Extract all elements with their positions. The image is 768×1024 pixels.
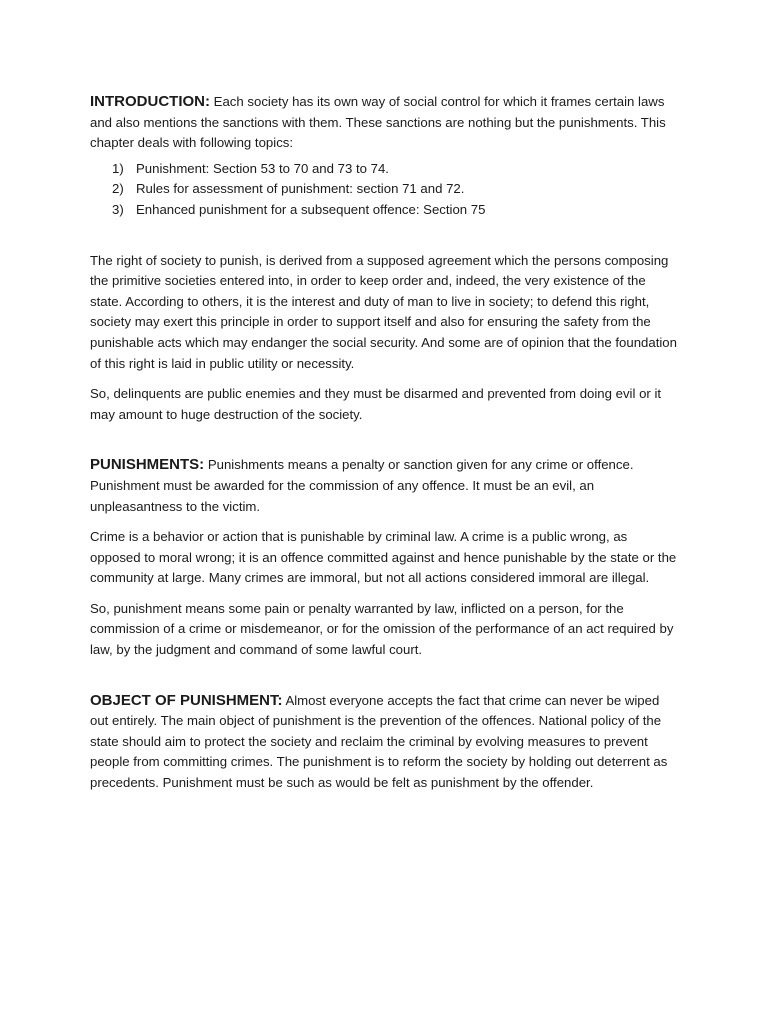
list-item-number: 2): [112, 181, 124, 197]
document-content: [90, 92, 680, 794]
introduction-paragraph: [90, 92, 680, 154]
topics-list: [90, 159, 680, 221]
right-to-punish-paragraph: The right of society to punish, is derived from a supposed agreement which the persons composing the primitive societies entered into, in order to keep order and, indeed, the very existence of the state. According to others, it is the interest and duty of man to live in society; to defend this right, society may exert this principle in order to support itself and also for ensuring the safety from the punishable acts which may endanger the social security. And some are of opinion that the foundation of this right is laid in public utility or necessity.: [90, 252, 677, 371]
introduction-heading: INTRODUCTION:: [90, 93, 210, 110]
delinquents-paragraph: So, delinquents are public enemies and they must be disarmed and prevented from doing evil or it may amount to huge destruction of the society.: [90, 386, 662, 422]
object-text: Almost everyone accepts the fact that crime can never be wiped out entirely. The main object of punishment is the prevention of the offences. National policy of the state should aim to protect the society and reclaim the criminal by evolving measures to prevent people from committing crimes. The punishment is to reform the society by holding out deterrent as precedents. Punishment must be such as would be felt as punishment by the offender.: [90, 692, 668, 791]
punishments-heading: PUNISHMENTS:: [90, 456, 205, 474]
list-item-number: 3): [112, 201, 124, 217]
list-item: [90, 159, 680, 180]
list-item-number: 1): [112, 160, 124, 176]
crime-definition-paragraph: Crime is a behavior or action that is punishable by criminal law. A crime is a public wrong, as opposed to moral wrong; it is an offence committed against and hence punishable by the state or the community at large. Many crimes are immoral, but not all actions considered immoral are illegal.: [90, 529, 677, 586]
punishments-text: Punishments means a penalty or sanction given for any crime or offence. Punishment must be awarded for the commission of any offence. It must be an evil, an unpleasantness to the victim.: [90, 457, 634, 514]
object-heading: OBJECT OF PUNISHMENT:: [90, 691, 283, 709]
list-item-text: Punishment: Section 53 to 70 and 73 to 74.: [136, 160, 389, 176]
introduction-text: Each society has its own way of social control for which it frames certain laws and also mentions the sanctions with them. These sanctions are nothing but the punishments. This chapter deals with following topics:: [90, 94, 666, 151]
list-item: [90, 200, 680, 221]
list-item-text: Enhanced punishment for a subsequent offence: Section 75: [136, 201, 486, 217]
list-item: [90, 179, 680, 200]
punishment-meaning-paragraph: So, punishment means some pain or penalty warranted by law, inflicted on a person, for the commission of a crime or misdemeanor, or for the omission of the performance of an act required by law, by the judgment and command of some lawful court.: [90, 600, 674, 658]
list-item-text: Rules for assessment of punishment: section 71 and 72.: [136, 181, 465, 197]
object-paragraph: [90, 691, 680, 794]
punishments-paragraph: [90, 455, 680, 517]
